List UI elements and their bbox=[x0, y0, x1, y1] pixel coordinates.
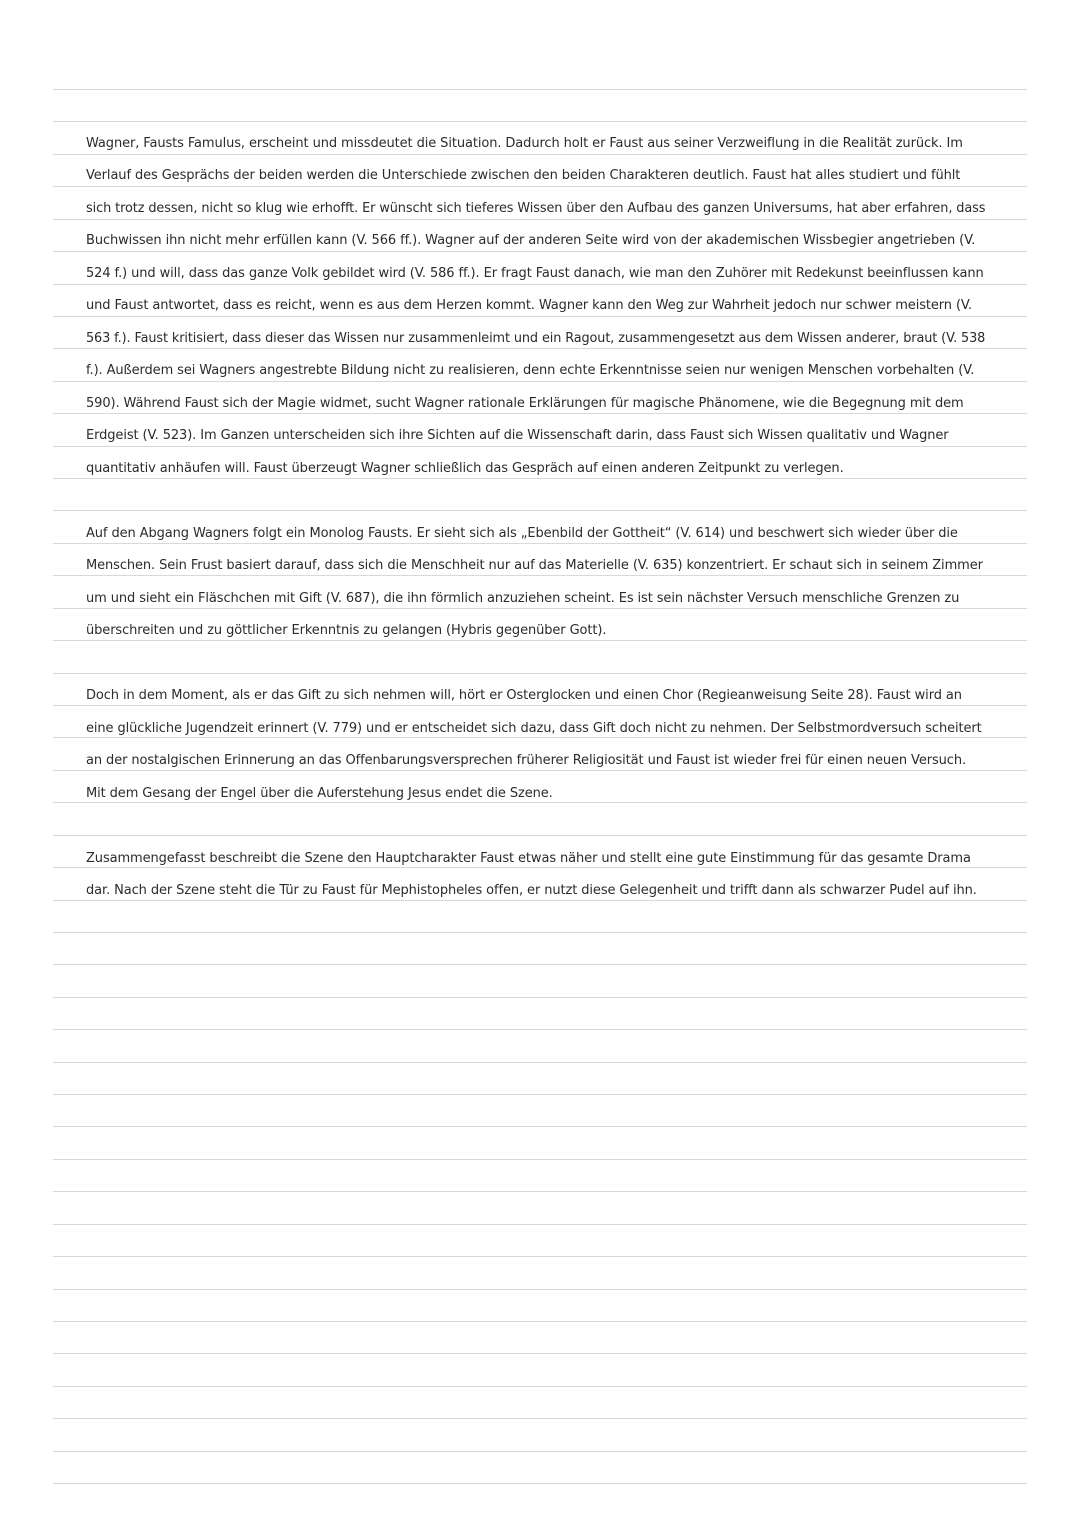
text-line: Menschen. Sein Frust basiert darauf, dass sich die Menschheit nur auf das Materielle (V. 635) konzentriert. Er schaut sich in seinem Zimmer bbox=[86, 558, 983, 573]
text-line: 590). Während Faust sich der Magie widmet, sucht Wagner rationale Erklärungen für magische Phänomene, wie die Begegnung mit dem bbox=[86, 396, 964, 411]
text-line: überschreiten und zu göttlicher Erkenntnis zu gelangen (Hybris gegenüber Gott). bbox=[86, 623, 607, 638]
text-line: Wagner, Fausts Famulus, erscheint und missdeutet die Situation. Dadurch holt er Faust aus seiner Verzweiflung in die Realität zurück. Im bbox=[86, 136, 963, 151]
text-line: Buchwissen ihn nicht mehr erfüllen kann (V. 566 ff.). Wagner auf der anderen Seite wird von der akademischen Wissbegier angetrieben (V. bbox=[86, 233, 976, 248]
text-line: Auf den Abgang Wagners folgt ein Monolog Fausts. Er sieht sich als „Ebenbild der Gottheit“ (V. 614) und beschwert sich wieder über die bbox=[86, 526, 958, 541]
text-line: an der nostalgischen Erinnerung an das Offenbarungsversprechen früherer Religiosität und Faust ist wieder frei für einen neuen Versuch. bbox=[86, 753, 967, 768]
text-line: dar. Nach der Szene steht die Tür zu Faust für Mephistopheles offen, er nutzt diese Gelegenheit und trifft dann als schwarzer Pudel auf ihn. bbox=[86, 883, 977, 898]
text-line: quantitativ anhäufen will. Faust überzeugt Wagner schließlich das Gespräch auf einen anderen Zeitpunkt zu verlegen. bbox=[86, 461, 844, 476]
text-line: eine glückliche Jugendzeit erinnert (V. 779) und er entscheidet sich dazu, dass Gift doch nicht zu nehmen. Der Selbstmordversuch scheitert bbox=[86, 721, 982, 736]
text-line: Mit dem Gesang der Engel über die Auferstehung Jesus endet die Szene. bbox=[86, 786, 553, 801]
text-line: Zusammengefasst beschreibt die Szene den Hauptcharakter Faust etwas näher und stellt eine gute Einstimmung für das gesamte Drama bbox=[86, 851, 971, 866]
text-line: sich trotz dessen, nicht so klug wie erhofft. Er wünscht sich tieferes Wissen über den Aufbau des ganzen Universums, hat aber erfahren, dass bbox=[86, 201, 986, 216]
text-line: um und sieht ein Fläschchen mit Gift (V. 687), die ihn förmlich anzuziehen scheint. Es ist sein nächster Versuch menschliche Grenzen zu bbox=[86, 591, 960, 606]
text-line: Erdgeist (V. 523). Im Ganzen unterscheiden sich ihre Sichten auf die Wissenschaft darin, dass Faust sich Wissen qualitativ und Wagner bbox=[86, 428, 949, 443]
text-line: und Faust antwortet, dass es reicht, wenn es aus dem Herzen kommt. Wagner kann den Weg zur Wahrheit jedoch nur schwer meistern (V. bbox=[86, 298, 973, 313]
text-line: f.). Außerdem sei Wagners angestrebte Bildung nicht zu realisieren, denn echte Erkenntnisse seien nur wenigen Menschen vorbehalten (V. bbox=[86, 363, 975, 378]
text-line: Verlauf des Gesprächs der beiden werden die Unterschiede zwischen den beiden Charakteren deutlich. Faust hat alles studiert und fühlt bbox=[86, 168, 961, 183]
text-line: 563 f.). Faust kritisiert, dass dieser das Wissen nur zusammenleimt und ein Ragout, zusammengesetzt aus dem Wissen anderer, braut (V. 538 bbox=[86, 331, 986, 346]
text-line: 524 f.) und will, dass das ganze Volk gebildet wird (V. 586 ff.). Er fragt Faust danach, wie man den Zuhörer mit Redekunst beeinflussen kann bbox=[86, 266, 984, 281]
text-line: Doch in dem Moment, als er das Gift zu sich nehmen will, hört er Osterglocken und einen Chor (Regieanweisung Seite 28). Faust wird an bbox=[86, 688, 962, 703]
